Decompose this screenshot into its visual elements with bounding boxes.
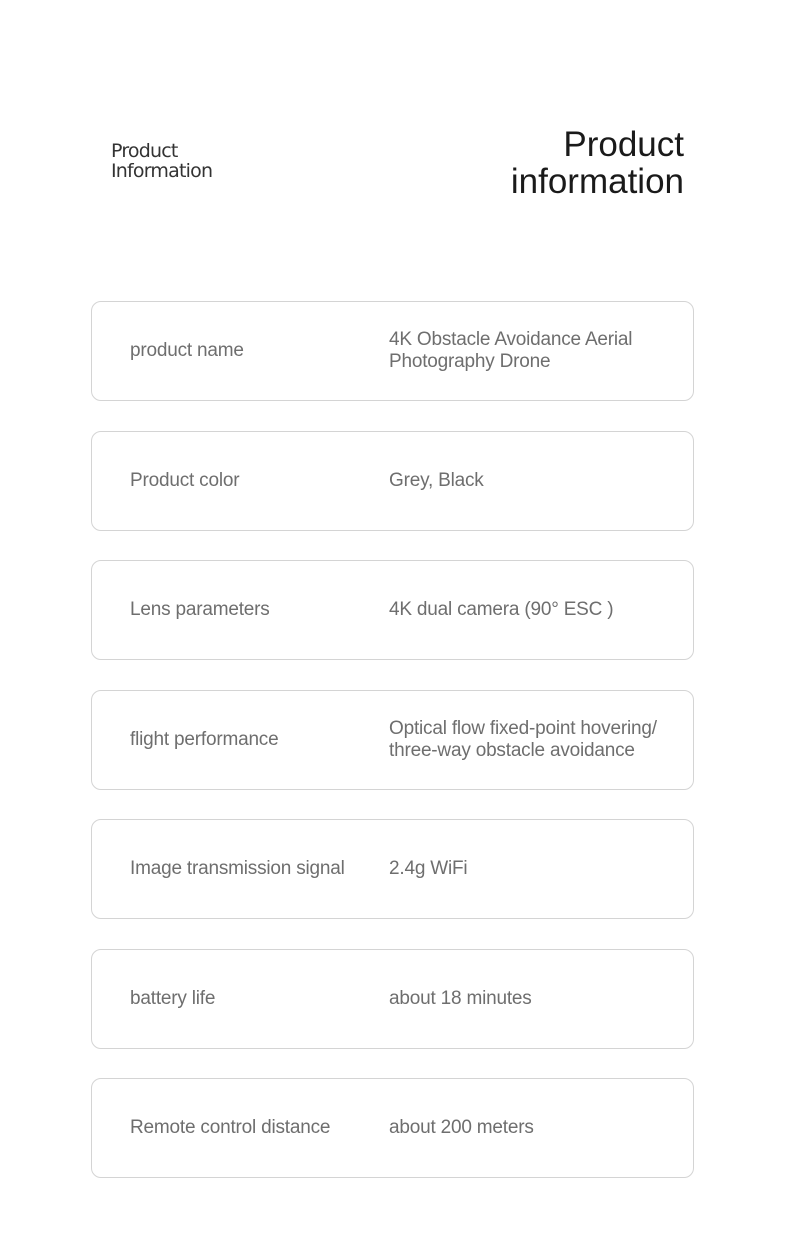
section-title-large [511, 126, 684, 200]
spec-label: Product color [130, 470, 240, 491]
section-title-small-line1: Product [111, 140, 178, 162]
spec-row-lens-parameters [91, 560, 694, 660]
spec-value: 4K dual camera (90° ESC ) [389, 599, 614, 620]
spec-row-product-color [91, 431, 694, 531]
spec-label: Remote control distance [130, 1117, 331, 1138]
spec-label: product name [130, 340, 244, 361]
spec-row-product-name [91, 301, 694, 401]
section-title-large-line2: information [510, 162, 684, 201]
spec-row-flight-performance [91, 690, 694, 790]
spec-label: Lens parameters [130, 599, 270, 620]
spec-value: Optical flow fixed-point hovering/ three-way obstacle avoidance [389, 718, 657, 761]
spec-value: Grey, Black [389, 470, 484, 491]
spec-label: battery life [130, 988, 216, 1009]
section-title-small [111, 141, 212, 181]
spec-value: about 18 minutes [389, 988, 532, 1009]
spec-label: flight performance [130, 729, 279, 750]
spec-row-battery-life [91, 949, 694, 1049]
spec-label: Image transmission signal [130, 858, 345, 879]
spec-value: 4K Obstacle Avoidance Aerial Photography Drone [389, 329, 633, 372]
spec-row-remote-distance [91, 1078, 694, 1178]
section-title-small-line2: Information [111, 160, 213, 182]
section-title-large-line1: Product [563, 125, 684, 164]
spec-row-image-transmission [91, 819, 694, 919]
spec-value: about 200 meters [389, 1117, 534, 1138]
spec-value: 2.4g WiFi [389, 858, 468, 879]
